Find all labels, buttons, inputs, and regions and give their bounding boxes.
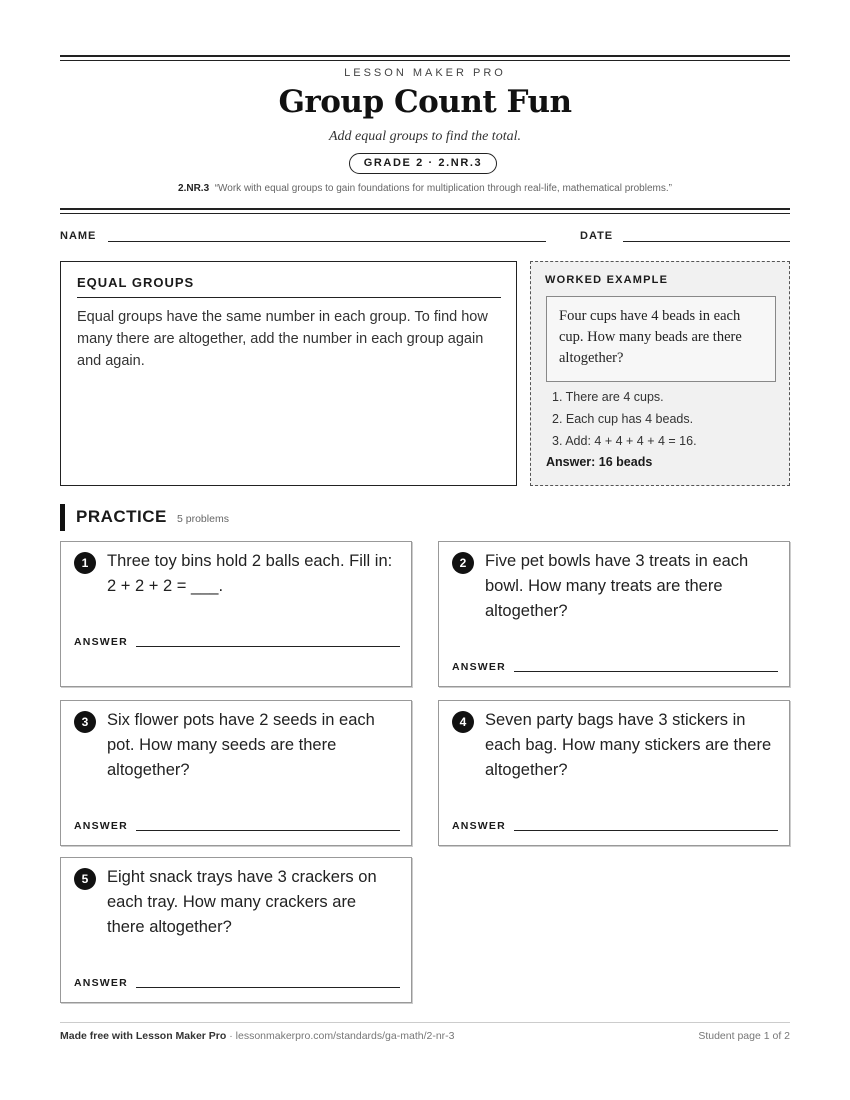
concept-body: Equal groups have the same number in each group. To find how many there are altogether, add the number in each group again and again. [77, 309, 488, 369]
answer-line-1[interactable] [136, 646, 400, 647]
grade-badge: GRADE 2 · 2.NR.3 [349, 153, 497, 174]
answer-label: ANSWER [452, 820, 506, 832]
practice-title: PRACTICE [76, 507, 167, 526]
answer-line-3[interactable] [136, 830, 400, 831]
problem-text: Six flower pots have 2 seeds in each pot. How many seeds are there altogether? [107, 711, 375, 779]
date-label: DATE [580, 230, 614, 242]
name-label: NAME [60, 230, 97, 242]
answer-line-5[interactable] [136, 987, 400, 988]
answer-label: ANSWER [74, 977, 128, 989]
footer-made-with: Made free with Lesson Maker Pro [60, 1030, 227, 1042]
problem-card-2 [438, 541, 790, 687]
worked-step: 3. Add: 4 + 4 + 4 + 4 = 16. [552, 434, 697, 448]
footer-credit [60, 1030, 455, 1042]
worked-example-question: Four cups have 4 beads in each cup. How many beads are there altogether? [546, 296, 776, 382]
problem-number-badge: 3 [74, 711, 96, 733]
answer-label: ANSWER [74, 636, 128, 648]
answer-label: ANSWER [74, 820, 128, 832]
concept-box [60, 261, 517, 486]
problem-text: Eight snack trays have 3 crackers on each tray. How many crackers are there altogether? [107, 868, 377, 936]
problem-text: Seven party bags have 3 stickers in each bag. How many stickers are there altogether? [485, 711, 772, 779]
worked-step: 1. There are 4 cups. [552, 390, 664, 404]
worked-example-steps [552, 386, 697, 452]
problem-number-badge: 1 [74, 552, 96, 574]
brand-name: LESSON MAKER PRO [344, 67, 506, 79]
concept-divider [77, 297, 501, 298]
answer-line-2[interactable] [514, 671, 778, 672]
problem-card-3 [60, 700, 412, 846]
date-field[interactable] [623, 241, 790, 242]
answer-line-4[interactable] [514, 830, 778, 831]
worked-example-title: WORKED EXAMPLE [545, 274, 669, 286]
practice-count: 5 problems [177, 513, 229, 525]
problem-card-5 [60, 857, 412, 1003]
footer-page-label: Student page 1 of 2 [698, 1030, 790, 1042]
footer-url-link[interactable]: lessonmakerpro.com/standards/ga-math/2-nr-3 [235, 1030, 455, 1042]
problem-number-badge: 5 [74, 868, 96, 890]
problem-card-1 [60, 541, 412, 687]
problem-text: Five pet bowls have 3 treats in each bowl. How many treats are there altogether? [485, 552, 749, 620]
standard-code: 2.NR.3 [178, 183, 210, 194]
worksheet-subtitle: Add equal groups to find the total. [329, 129, 521, 144]
problem-text: Three toy bins hold 2 balls each. Fill in: 2 + 2 + 2 = ___. [107, 552, 393, 595]
answer-label: ANSWER [452, 661, 506, 673]
concept-title: EQUAL GROUPS [77, 275, 195, 290]
footer-separator: · [226, 1030, 236, 1042]
worked-example-box [530, 261, 790, 486]
problem-number-badge: 2 [452, 552, 474, 574]
problem-card-4 [438, 700, 790, 846]
worked-example-answer: Answer: 16 beads [546, 455, 653, 469]
header-top-rule [60, 55, 790, 61]
worked-step: 2. Each cup has 4 beads. [552, 412, 694, 426]
footer-divider [60, 1022, 790, 1023]
worksheet-title: Group Count Fun [278, 84, 572, 120]
name-field[interactable] [108, 241, 546, 242]
problem-number-badge: 4 [452, 711, 474, 733]
practice-accent-bar [60, 504, 65, 531]
standard-text: “Work with equal groups to gain foundations for multiplication through real-life, mathematical problems.” [214, 183, 672, 194]
header-bottom-rule [60, 208, 790, 214]
standard-description [60, 183, 790, 194]
worksheet-page [60, 0, 790, 1100]
